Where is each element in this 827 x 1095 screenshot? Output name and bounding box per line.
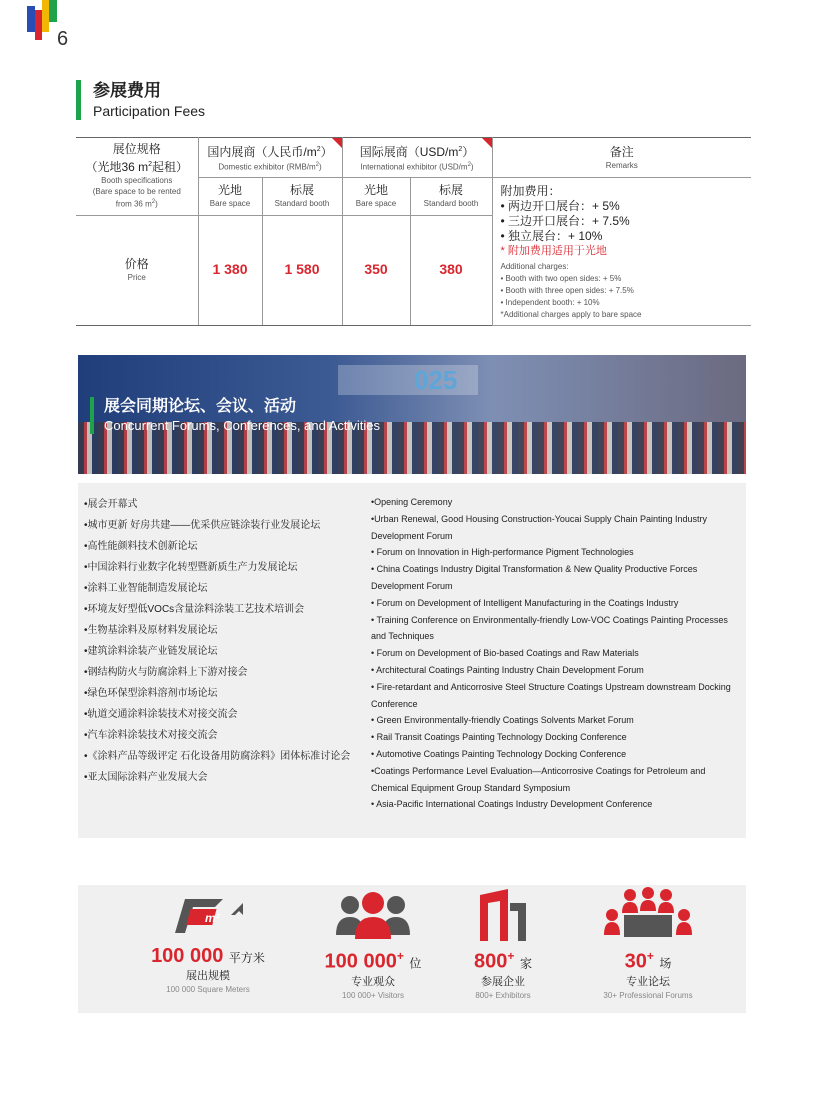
stat-exhibitors: 800+ 家 参展企业 800+ Exhibitors — [448, 885, 558, 1003]
price-label-cell: 价格 Price — [76, 215, 198, 325]
list-item: • Fire-retardant and Anticorrosive Steel Structure Coatings Upstream downstream Docking Conference — [371, 681, 731, 709]
list-item: • China Coatings Industry Digital Transformation & New Quality Productive Forces Development Forum — [371, 564, 698, 591]
fees-title-en: Participation Fees — [93, 103, 206, 119]
page-number: 6 — [57, 28, 69, 50]
activities-panel — [78, 483, 746, 838]
price-intl-standard: 380 — [410, 215, 492, 325]
price-domestic-standard: 1 580 — [262, 215, 342, 325]
forums-title-en: Concurrent Forums, Conferences, and Activities — [104, 418, 381, 433]
list-item: • Green Environmentally-friendly Coatings Solvents Market Forum — [371, 715, 634, 726]
exhibitors-icon — [458, 885, 548, 945]
forums-icon — [598, 885, 698, 945]
forums-title-cn: 展会同期论坛、会议、活动 — [104, 398, 297, 415]
list-item: •环境友好型低VOCs含量涂料涂装工艺技术培训会 — [84, 604, 305, 615]
activities-list-en — [371, 494, 741, 813]
list-item: • Training Conference on Environmentally-friendly Low-VOC Coatings Painting Processes and Techniques — [371, 614, 728, 642]
intl-bare-header: 光地 Bare space — [342, 178, 410, 216]
list-item: • Forum on Development of Bio-based Coatings and Raw Materials — [371, 648, 639, 659]
list-item: • Architectural Coatings Painting Industry Chain Development Forum — [371, 664, 644, 675]
list-item: • Automotive Coatings Painting Technology Docking Conference — [371, 748, 627, 759]
list-item: •建筑涂料涂装产业链发展论坛 — [84, 646, 218, 657]
list-item: • Rail Transit Coatings Painting Technology Docking Conference — [371, 732, 627, 743]
list-item: •城市更新 好房共建——优采供应链涂装行业发展论坛 — [84, 520, 321, 531]
banner-stage-number: 025 — [414, 365, 458, 395]
international-header-cell: 国际展商$(USD/m^2)$ International exhibitor $(USD/m^2)$ — [342, 138, 492, 178]
list-item: •Opening Ceremony — [371, 497, 453, 507]
list-item: •钢结构防火与防腐涂料上下游对接会 — [84, 667, 248, 678]
activities-list-cn — [84, 494, 369, 788]
forums-section-title — [90, 397, 380, 434]
list-item: •Urban Renewal, Good Housing Construction-Youcai Supply Chain Painting Industry Development Forum — [371, 513, 708, 541]
list-item: •Coatings Performance Level Evaluation—Anticorrosive Coatings for Petroleum and Chemical Equipment Group Standard Symposium — [371, 765, 706, 793]
visitors-icon — [328, 885, 418, 945]
domestic-header-cell: 国内展商（人民币$/m^2$） Domestic exhibitor $(RMB/m^2)$ — [198, 138, 342, 178]
area-icon — [163, 885, 253, 945]
list-item: •中国涂料行业数字化转型暨新质生产力发展论坛 — [84, 562, 298, 573]
list-item: •展会开幕式 — [84, 499, 138, 510]
intl-standard-header: 标展 Standard booth — [410, 178, 492, 216]
fees-title-cn: 参展费用 — [93, 81, 161, 100]
domestic-bare-header: 光地 Bare space — [198, 178, 262, 216]
fees-table — [76, 137, 751, 326]
list-item: •生物基涂料及原材料发展论坛 — [84, 625, 218, 636]
list-item: •轨道交通涂料涂装技术对接交流会 — [84, 709, 238, 720]
list-item: •绿色环保型涂料溶剂市场论坛 — [84, 688, 218, 699]
list-item: •亚太国际涂料产业发展大会 — [84, 772, 208, 783]
brand-logo — [26, 0, 60, 40]
list-item: • Forum on Development of Intelligent Manufacturing in the Coatings Industry — [371, 597, 679, 608]
list-item: •汽车涂料涂装技术对接交流会 — [84, 730, 218, 741]
stats-panel — [78, 885, 746, 1013]
list-item: •高性能颜料技术创新论坛 — [84, 541, 198, 552]
price-domestic-bare: 1 380 — [198, 215, 262, 325]
list-item: •涂料工业智能制造发展论坛 — [84, 583, 208, 594]
stat-forums: 30+ 场 专业论坛 30+ Professional Forums — [578, 885, 718, 1003]
list-item: • Asia-Pacific International Coatings Industry Development Conference — [371, 799, 653, 810]
list-item: • Forum on Innovation in High-performance Pigment Technologies — [371, 547, 634, 558]
stat-area: m² 100 000 平方米 展出规模 100 000 Square Meters — [138, 885, 278, 997]
stat-visitors: 100 000+ 位 专业观众 100 000+ Visitors — [303, 885, 443, 1003]
area-icon-label: m² — [205, 911, 220, 925]
spec-header-cell: 展位规格 （光地36 $m^2$起租） Booth specifications (Bare space to be rented from 36 $m^2$) — [76, 138, 198, 216]
domestic-standard-header: 标展 Standard booth — [262, 178, 342, 216]
remarks-cell: 附加费用： • 两边开口展台：+ 5% • 三边开口展台：+ 7.5% • 独立展台：+ 10% * 附加费用适用于光地 Additional charges: • Booth with two open sides: + 5% • Booth with three open sides: + 7.5% • Independent booth: + 10% *Additional charges apply to bare space — [492, 178, 751, 326]
fees-section-title — [76, 80, 205, 120]
remarks-header-cell: 备注 Remarks — [492, 138, 751, 178]
price-intl-bare: 350 — [342, 215, 410, 325]
list-item: •《涂料产品等级评定 石化设备用防腐涂料》团体标准讨论会 — [84, 751, 351, 762]
